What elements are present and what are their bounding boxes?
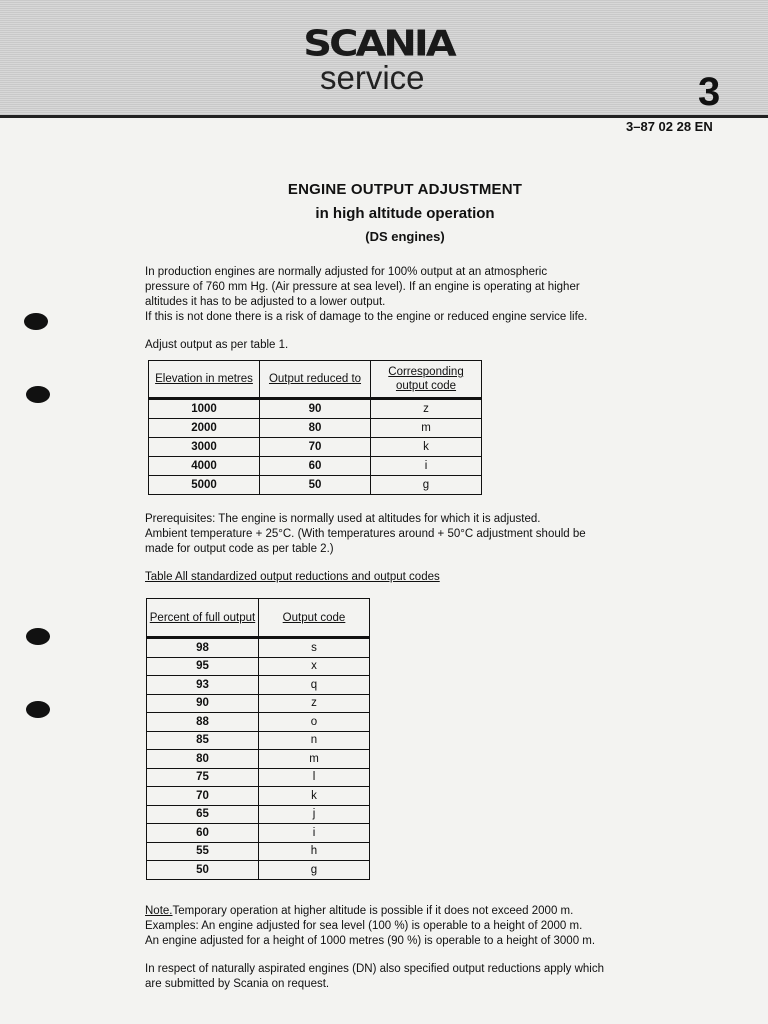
adjust-instruction: Adjust output as per table 1. <box>145 339 289 351</box>
table-row <box>147 824 370 843</box>
column-header: Output code <box>259 599 370 638</box>
percent-cell: 88 <box>147 713 259 732</box>
intro-line: altitudes it has to be adjusted to a lower output. <box>145 296 386 308</box>
scania-logo: SCANIA <box>303 23 454 65</box>
code-cell: n <box>259 731 370 750</box>
percent-cell: 50 <box>147 861 259 880</box>
prereq-line: made for output code as per table 2.) <box>145 543 334 555</box>
punch-hole <box>26 386 50 403</box>
code-cell: l <box>259 768 370 787</box>
elevation-cell: 5000 <box>149 476 260 495</box>
table-row <box>149 399 482 419</box>
column-header: Percent of full output <box>147 599 259 638</box>
intro-line: In production engines are normally adjusted for 100% output at an atmospheric <box>145 266 548 278</box>
code-cell: m <box>371 419 482 438</box>
output-cell: 90 <box>260 399 371 419</box>
elevation-cell: 2000 <box>149 419 260 438</box>
table-row <box>149 457 482 476</box>
note-line: Examples: An engine adjusted for sea level (100 %) is operable to a height of 2000 m. <box>145 920 583 932</box>
table-header-row <box>147 599 370 638</box>
output-cell: 50 <box>260 476 371 495</box>
table-row <box>149 438 482 457</box>
document-code: 3–87 02 28 EN <box>626 119 713 134</box>
code-cell: j <box>259 805 370 824</box>
code-cell: x <box>259 657 370 676</box>
percent-cell: 98 <box>147 638 259 658</box>
output-code-table <box>146 598 370 880</box>
percent-cell: 55 <box>147 842 259 861</box>
code-cell: s <box>259 638 370 658</box>
table2-caption: Table All standardized output reductions and output codes <box>145 571 440 583</box>
column-header: Elevation in metres <box>149 361 260 399</box>
percent-cell: 95 <box>147 657 259 676</box>
table-row <box>149 419 482 438</box>
elevation-cell: 4000 <box>149 457 260 476</box>
table-row <box>147 657 370 676</box>
elevation-cell: 3000 <box>149 438 260 457</box>
code-cell: z <box>371 399 482 419</box>
percent-cell: 90 <box>147 694 259 713</box>
dn-line: are submitted by Scania on request. <box>145 978 330 990</box>
code-cell: q <box>259 676 370 695</box>
page-subtitle: in high altitude operation <box>315 205 495 222</box>
elevation-cell: 1000 <box>149 399 260 419</box>
column-header: Corresponding output code <box>371 361 482 399</box>
output-cell: 60 <box>260 457 371 476</box>
percent-cell: 93 <box>147 676 259 695</box>
code-cell: h <box>259 842 370 861</box>
code-cell: k <box>259 787 370 806</box>
dn-engines-paragraph <box>145 962 725 992</box>
table-row <box>147 731 370 750</box>
code-cell: i <box>259 824 370 843</box>
table-row <box>147 694 370 713</box>
page-title: ENGINE OUTPUT ADJUSTMENT <box>287 181 523 198</box>
intro-line: If this is not done there is a risk of damage to the engine or reduced engine service life. <box>145 311 588 323</box>
percent-cell: 80 <box>147 750 259 769</box>
code-cell: k <box>371 438 482 457</box>
code-cell: g <box>371 476 482 495</box>
table-row <box>147 787 370 806</box>
percent-cell: 70 <box>147 787 259 806</box>
code-cell: z <box>259 694 370 713</box>
note-line: Temporary operation at higher altitude is possible if it does not exceed 2000 m. <box>172 905 574 917</box>
code-cell: i <box>371 457 482 476</box>
engine-type-label: (DS engines) <box>365 229 445 244</box>
column-header: Output reduced to <box>260 361 371 399</box>
dn-line: In respect of naturally aspirated engines (DN) also specified output reductions apply which <box>145 963 604 975</box>
service-subtitle: service <box>320 59 425 96</box>
prerequisites-paragraph <box>145 512 705 557</box>
intro-paragraph <box>145 265 705 325</box>
section-number: 3 <box>698 70 721 114</box>
punch-hole <box>24 313 48 330</box>
table-row <box>147 842 370 861</box>
elevation-table <box>148 360 482 495</box>
code-cell: o <box>259 713 370 732</box>
prereq-line: Ambient temperature + 25°C. (With temperatures around + 50°C adjustment should be <box>145 528 586 540</box>
percent-cell: 85 <box>147 731 259 750</box>
note-paragraph <box>145 904 705 949</box>
punch-hole <box>26 628 50 645</box>
note-label: Note. <box>145 905 173 917</box>
table-row <box>149 476 482 495</box>
output-cell: 70 <box>260 438 371 457</box>
code-cell: g <box>259 861 370 880</box>
percent-cell: 60 <box>147 824 259 843</box>
table-row <box>147 676 370 695</box>
table-row <box>147 768 370 787</box>
punch-hole <box>26 701 50 718</box>
output-cell: 80 <box>260 419 371 438</box>
table-row <box>147 805 370 824</box>
prereq-line: Prerequisites: The engine is normally used at altitudes for which it is adjusted. <box>145 513 541 525</box>
header-band <box>0 0 768 118</box>
table-row <box>147 750 370 769</box>
percent-cell: 75 <box>147 768 259 787</box>
code-cell: m <box>259 750 370 769</box>
table-row <box>147 861 370 880</box>
table-row <box>147 638 370 658</box>
intro-line: pressure of 760 mm Hg. (Air pressure at sea level). If an engine is operating at higher <box>145 281 580 293</box>
table-row <box>147 713 370 732</box>
table-header-row <box>149 361 482 399</box>
note-line: An engine adjusted for a height of 1000 metres (90 %) is operable to a height of 3000 m. <box>145 935 596 947</box>
percent-cell: 65 <box>147 805 259 824</box>
